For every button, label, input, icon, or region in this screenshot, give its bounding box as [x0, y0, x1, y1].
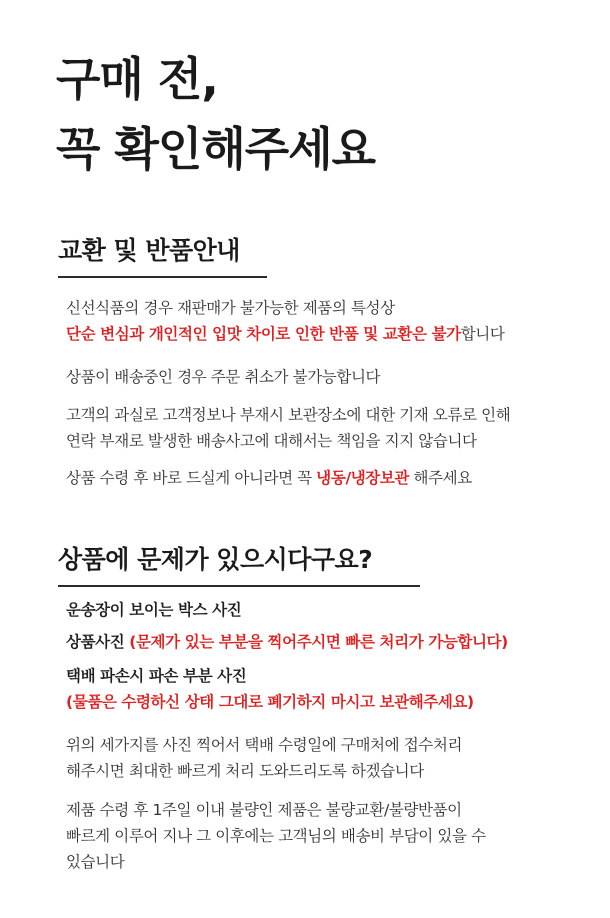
- notice-storage-pre: 상품 수령 후 바로 드실게 아니라면 꼭: [66, 469, 317, 487]
- notice-defect-policy-line1: 제품 수령 후 1주일 이내 불량인 제품은 불량교환/불량반품이: [66, 801, 462, 819]
- notice-fresh-food: [66, 295, 504, 347]
- notice-fresh-food-line2: [66, 321, 504, 347]
- required-photo-3-note: (물품은 수령하신 상태 그대로 폐기하지 마시고 보관해주세요): [66, 693, 474, 711]
- section-underline: [58, 276, 267, 278]
- notice-storage-post: 해주세요: [409, 469, 472, 487]
- section-exchange-return: [58, 231, 267, 278]
- page-title-line2: 꼭 확인해주세요: [56, 122, 376, 176]
- notice-customer-fault-line1: 고객의 과실로 고객정보나 부재시 보관장소에 대한 기재 오류로 인해: [66, 406, 511, 424]
- notice-storage: [66, 465, 472, 491]
- required-photo-3-label: 택배 파손시 파손 부분 사진: [66, 667, 247, 685]
- notice-submission-line1: 위의 세가지를 사진 찍어서 택배 수령일에 구매처에 접수처리: [66, 736, 463, 754]
- required-photo-2-label: 상품사진: [66, 633, 125, 651]
- section-problem: [58, 540, 420, 587]
- notice-submission-line2: 해주시면 최대한 빠르게 처리 도와드리도록 하겠습니다: [66, 762, 424, 780]
- section-heading-exchange-return: 교환 및 반품안내: [58, 236, 240, 265]
- notice-fresh-food-tail: 합니다: [460, 325, 505, 343]
- required-photo-2: [66, 629, 508, 655]
- page-title-line1: 구매 전,: [56, 52, 218, 106]
- notice-submission: [66, 732, 462, 784]
- notice-fresh-food-line1: 신선식품의 경우 재판매가 불가능한 제품의 특성상: [66, 299, 395, 317]
- required-photo-3: [66, 663, 474, 715]
- storage-highlight: 냉동/냉장보관: [316, 469, 409, 487]
- notice-customer-fault-line2: 연락 부재로 발생한 배송사고에 대해서는 책임을 지지 않습니다: [66, 432, 477, 450]
- notice-defect-policy: [66, 797, 486, 875]
- section-heading-problem: 상품에 문제가 있으시다구요?: [58, 545, 373, 574]
- required-photo-2-note: (문제가 있는 부분을 찍어주시면 빠른 처리가 가능합니다): [124, 633, 508, 651]
- notice-defect-policy-line3: 있습니다: [66, 853, 125, 871]
- no-return-warning: 단순 변심과 개인적인 입맛 차이로 인한 반품 및 교환은 불가: [66, 325, 461, 343]
- notice-cancel: 상품이 배송중인 경우 주문 취소가 불가능합니다: [66, 368, 381, 386]
- section-underline: [58, 585, 420, 587]
- notice-defect-policy-line2: 빠르게 이루어 지나 그 이후에는 고객님의 배송비 부담이 있을 수: [66, 827, 486, 845]
- notice-customer-fault: [66, 402, 510, 454]
- page-title: [56, 44, 375, 184]
- required-photo-1: 운송장이 보이는 박스 사진: [66, 601, 242, 619]
